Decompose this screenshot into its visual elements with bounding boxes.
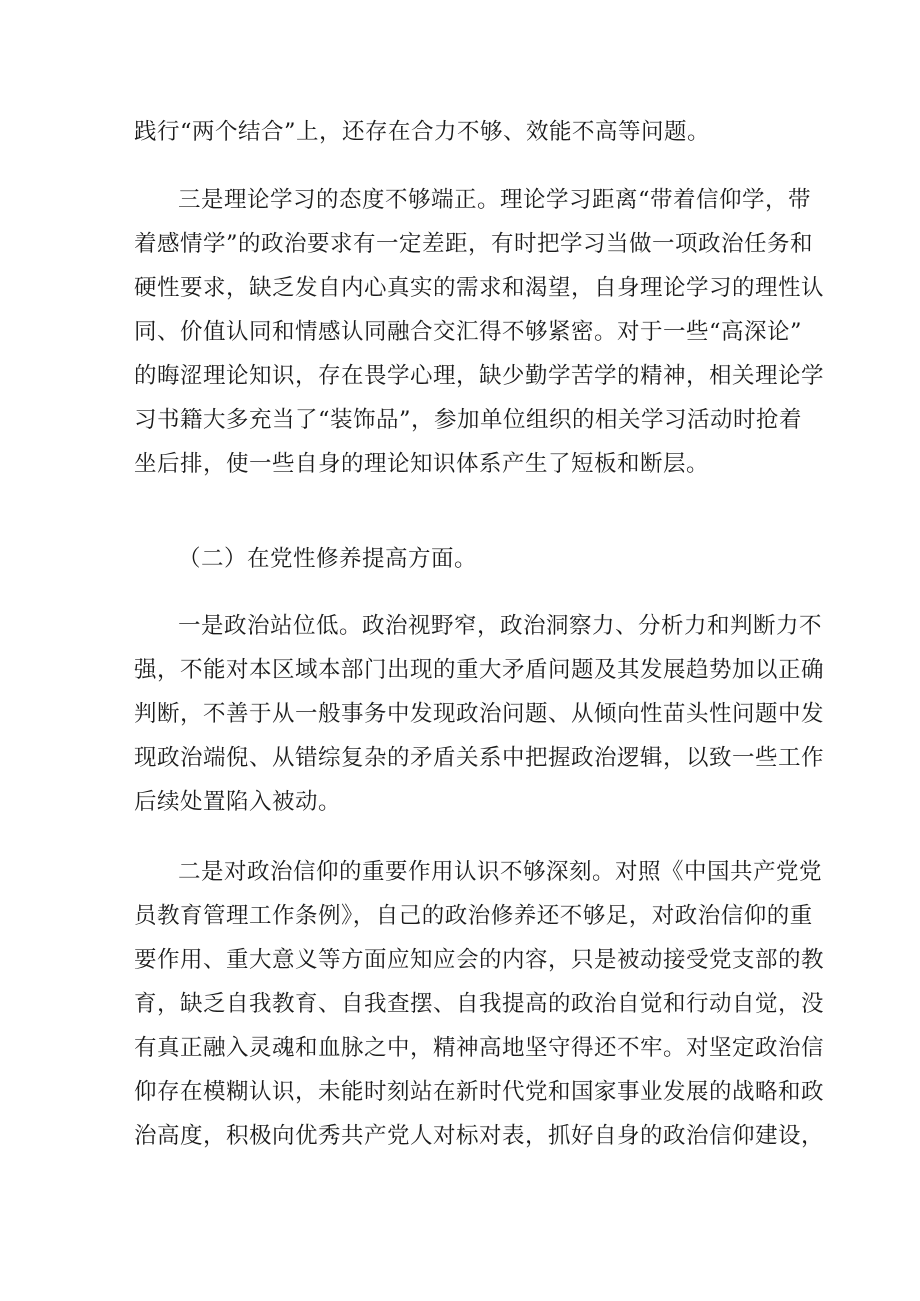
text-line: 同、价值认同和情感认同融合交汇得不够紧密。对于一些“高深论”	[134, 319, 803, 345]
section-heading	[134, 537, 794, 581]
heading-line: （二）在党性修养提高方面。	[178, 546, 478, 572]
paragraph-political-standing	[134, 604, 825, 824]
text-line: 一是政治站位低。政治视野窄，政治洞察力、分析力和判断力不	[178, 613, 823, 639]
text-line: 员教育管理工作条例》，自己的政治修养还不够足，对政治信仰的重	[134, 903, 813, 929]
text-line: 硬性要求，缺乏发自内心真实的需求和渴望，自身理论学习的理性认	[134, 275, 825, 301]
text-line: 判断，不善于从一般事务中发现政治问题、从倾向性苗头性问题中发	[134, 701, 825, 727]
text-line: 着感情学”的政治要求有一定差距，有时把学习当做一项政治任务和	[134, 231, 814, 257]
text-line: 要作用、重大意义等方面应知应会的内容，只是被动接受党支部的教	[134, 947, 825, 973]
text-line: 的晦涩理论知识，存在畏学心理，缺少勤学苦学的精神，相关理论学	[134, 363, 825, 389]
text-line: 强，不能对本区域本部门出现的重大矛盾问题及其发展趋势加以正确	[134, 657, 825, 683]
paragraph-political-belief	[134, 850, 825, 1158]
text-line: 后续处置陷入被动。	[134, 789, 342, 815]
text-line: 育，缺乏自我教育、自我查摆、自我提高的政治自觉和行动自觉，没	[134, 991, 825, 1017]
text-line: 习书籍大多充当了“装饰品”，参加单位组织的相关学习活动时抢着	[134, 407, 803, 433]
text-line: 仰存在模糊认识，未能时刻站在新时代党和国家事业发展的战略和政	[134, 1079, 825, 1105]
text-line: 有真正融入灵魂和血脉之中，精神高地坚守得还不牢。对坚定政治信	[134, 1035, 825, 1061]
paragraph-continuation	[134, 110, 794, 154]
text-line: 践行“两个结合”上，还存在合力不够、效能不高等问题。	[134, 119, 711, 145]
text-line: 二是对政治信仰的重要作用认识不够深刻。对照《中国共产党党	[178, 859, 823, 885]
text-line: 三是理论学习的态度不够端正。理论学习距离“带着信仰学，带	[178, 187, 812, 213]
text-line: 现政治端倪、从错综复杂的矛盾关系中把握政治逻辑，以致一些工作	[134, 745, 825, 771]
text-line: 坐后排，使一些自身的理论知识体系产生了短板和断层。	[134, 451, 710, 477]
text-line: 治高度，积极向优秀共产党人对标对表，抓好自身的政治信仰建设，	[134, 1123, 825, 1149]
paragraph-theory-attitude	[134, 178, 825, 486]
